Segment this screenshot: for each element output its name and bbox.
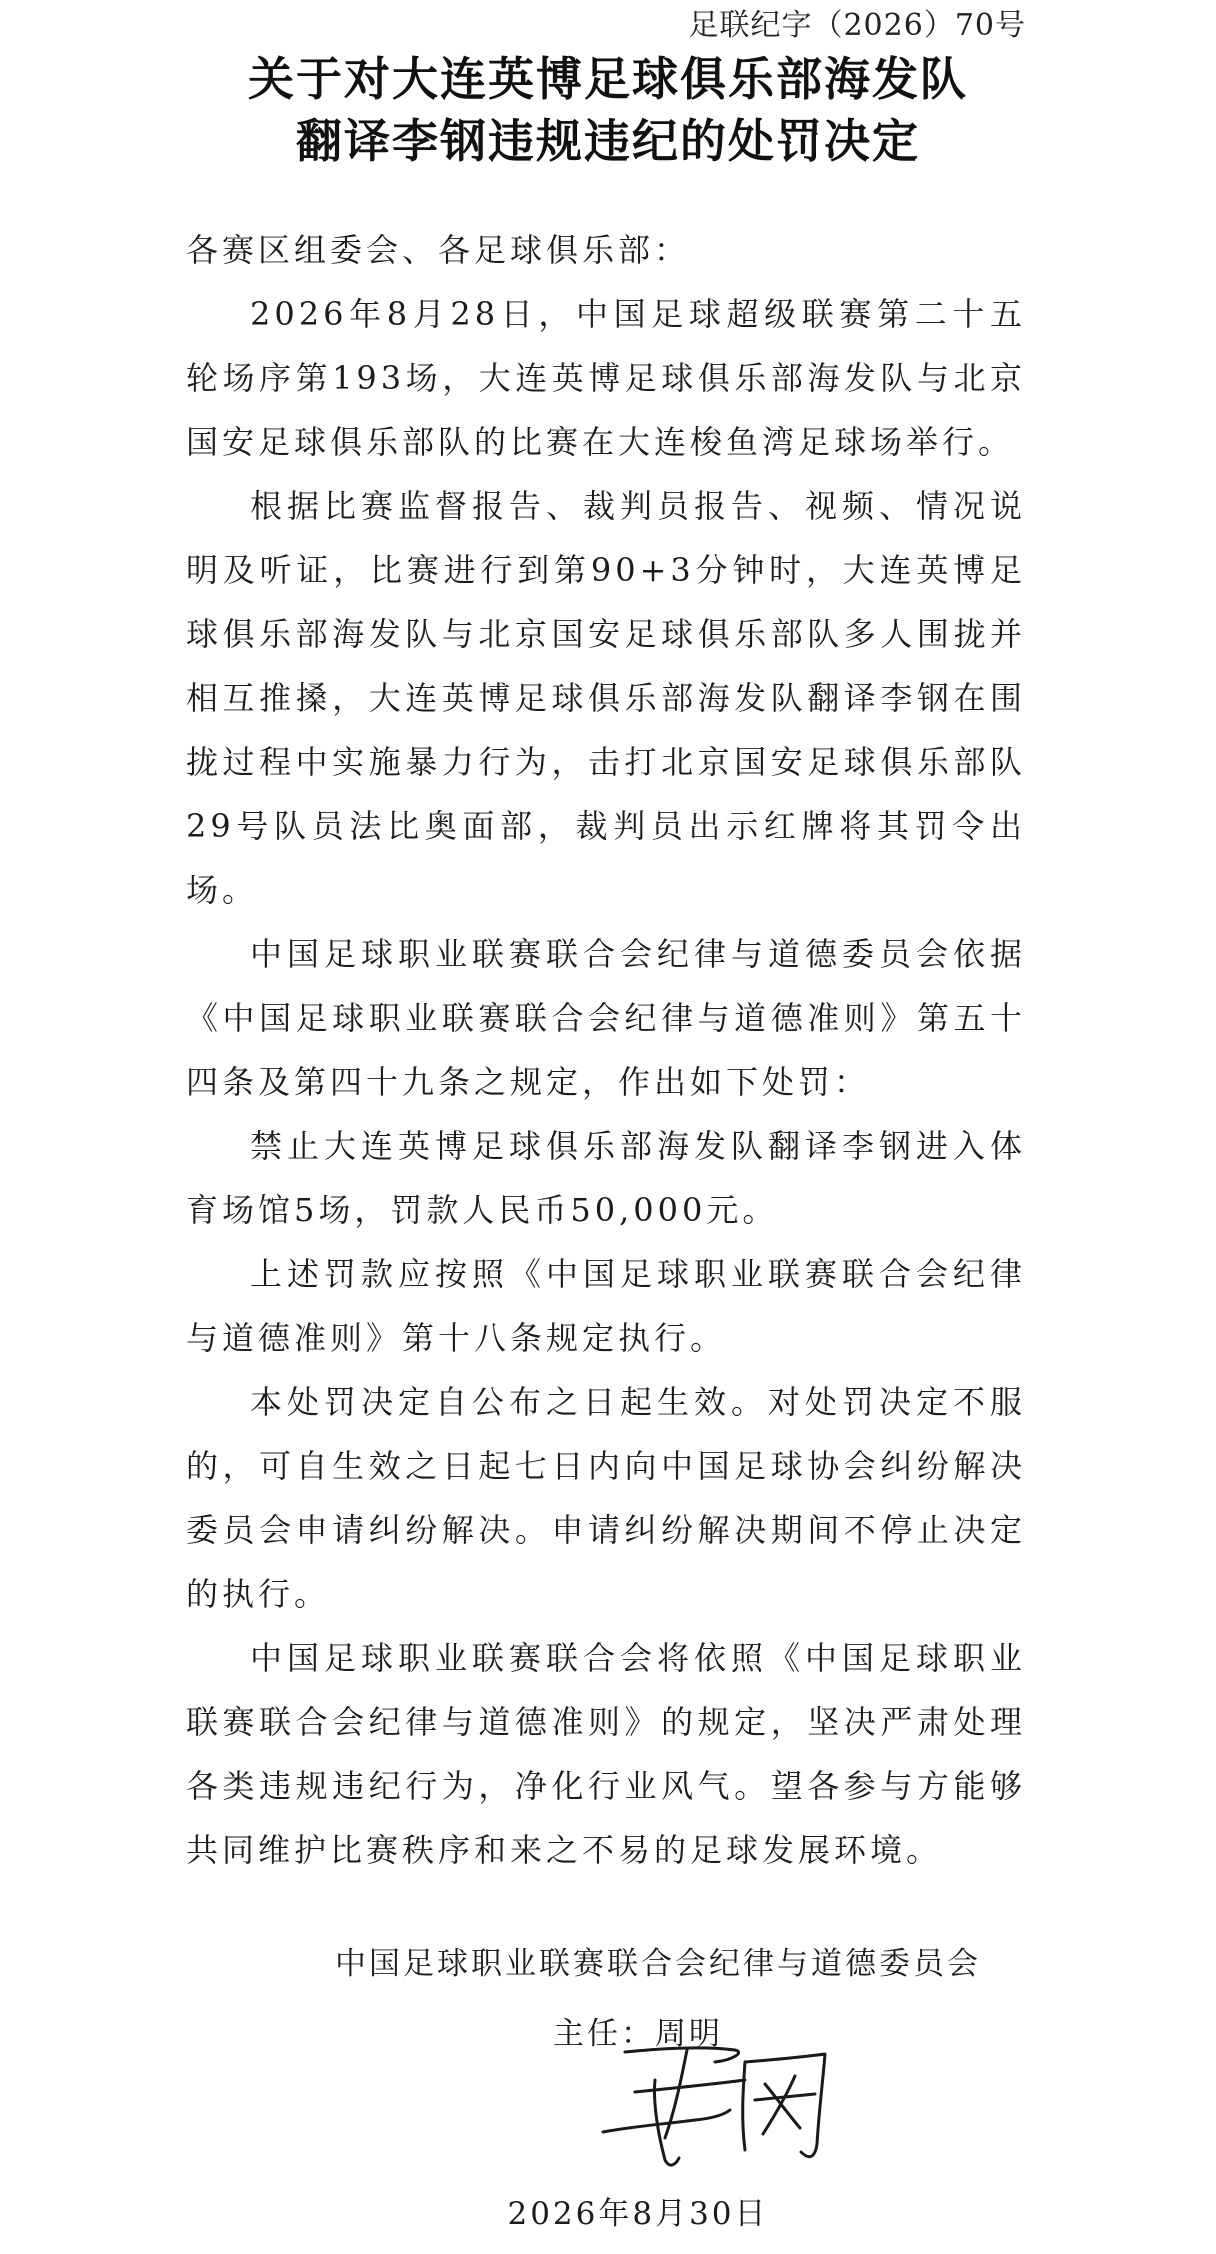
issuing-organization: 中国足球职业联赛联合会纪律与道德委员会 bbox=[335, 1946, 981, 1982]
paragraph-incident: 根据比赛监督报告、裁判员报告、视频、情况说明及听证，比赛进行到第90+3分钟时，大连英博足球俱乐部海发队与北京国安足球俱乐部队多人围拢并相互推搡，大连英博足球俱乐部海发队翻译李钢在围拢过程中实施暴力行为，击打北京国安足球俱乐部队29号队员法比奥面部，裁判员出示红牌将其罚令出场。 bbox=[186, 487, 1026, 909]
document-body bbox=[186, 218, 1026, 1882]
title-line-1: 关于对大连英博足球俱乐部海发队 bbox=[248, 52, 968, 106]
document-number: 足联纪字（2026）70号 bbox=[688, 8, 1026, 43]
issue-date: 2026年8月30日 bbox=[507, 2196, 769, 2232]
paragraph-fine-execution: 上述罚款应按照《中国足球职业联赛联合会纪律与道德准则》第十八条规定执行。 bbox=[186, 1255, 1026, 1357]
paragraph-penalty: 禁止大连英博足球俱乐部海发队翻译李钢进入体育场馆5场，罚款人民币50,000元。 bbox=[186, 1127, 1026, 1229]
paragraph-effective: 本处罚决定自公布之日起生效。对处罚决定不服的，可自生效之日起七日内向中国足球协会纠纷解决委员会申请纠纷解决。申请纠纷解决期间不停止决定的执行。 bbox=[186, 1383, 1026, 1613]
paragraph-match-info: 2026年8月28日，中国足球超级联赛第二十五轮场序第193场，大连英博足球俱乐部海发队与北京国安足球俱乐部队的比赛在大连梭鱼湾足球场举行。 bbox=[186, 295, 1026, 461]
paragraph-closing: 中国足球职业联赛联合会将依照《中国足球职业联赛联合会纪律与道德准则》的规定，坚决严肃处理各类违规违纪行为，净化行业风气。望各参与方能够共同维护比赛秩序和来之不易的足球发展环境。 bbox=[186, 1639, 1026, 1869]
paragraph-legal-basis: 中国足球职业联赛联合会纪律与道德委员会依据《中国足球职业联赛联合会纪律与道德准则》第五十四条及第四十九条之规定，作出如下处罚： bbox=[186, 935, 1026, 1101]
document-title bbox=[0, 48, 1216, 172]
salutation: 各赛区组委会、各足球俱乐部： bbox=[186, 231, 691, 269]
title-line-2: 翻译李钢违规违纪的处罚决定 bbox=[296, 114, 920, 168]
director-line: 主任：周明 bbox=[553, 2016, 723, 2052]
handwritten-signature-icon bbox=[595, 2040, 845, 2180]
